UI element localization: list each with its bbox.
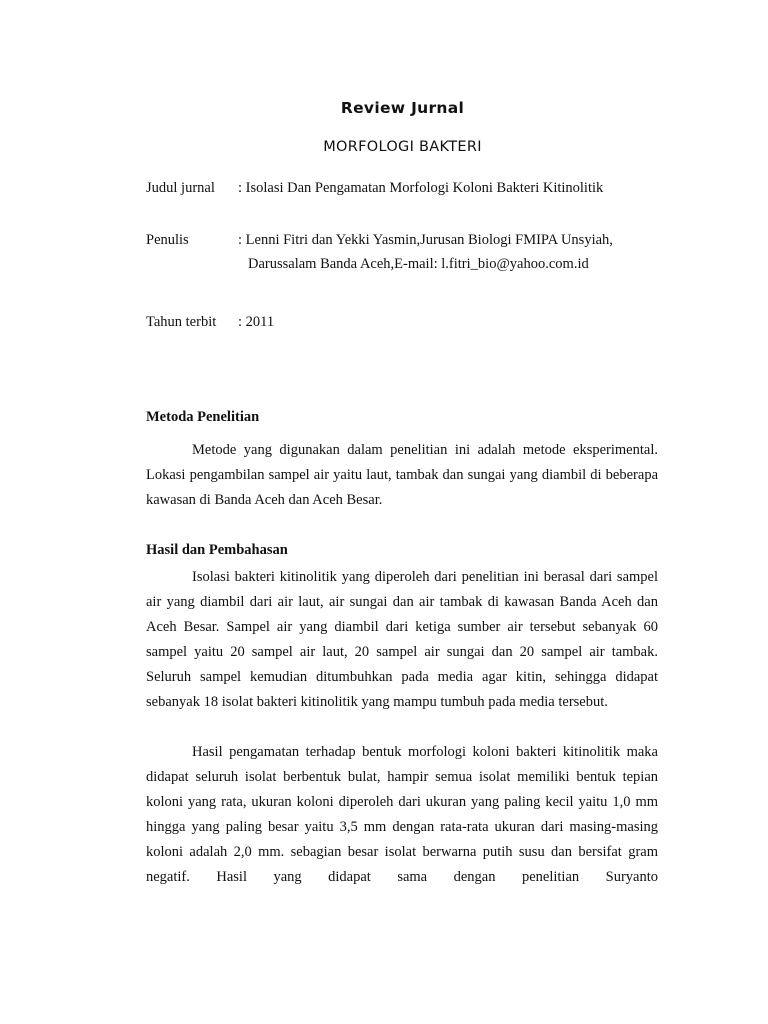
judul-value: : Isolasi Dan Pengamatan Morfologi Koloni Bakteri Kitinolitik (238, 180, 604, 196)
document-title: Review Jurnal (340, 99, 465, 117)
paragraph-hasil-1: Isolasi bakteri kitinolitik yang diperoleh dari penelitian ini berasal dari sampel air yang diambil dari air laut, air sungai dan air tambak di kawasan Banda Aceh dan Aceh Besar. Sampel air yang diambil dari ketiga sumber air tersebut sebanyak 60 sampel yaitu 20 sampel air laut, 20 sampel air sungai dan 20 sampel air tambak. Seluruh sampel kemudian ditumbuhkan pada media agar kitin, sehingga didapat sebanyak 18 isolat bakteri kitinolitik yang mampu tumbuh pada media tersebut. (146, 569, 658, 710)
tahun-label: Tahun terbit (146, 314, 217, 330)
judul-label: Judul jurnal (146, 180, 215, 196)
section-heading-hasil: Hasil dan Pembahasan (146, 542, 288, 558)
paragraph-hasil-2: Hasil pengamatan terhadap bentuk morfologi koloni bakteri kitinolitik maka didapat seluruh isolat berbentuk bulat, hampir semua isolat memiliki bentuk tepian koloni yang rata, ukuran koloni diperoleh dari ukuran yang paling kecil yaitu 1,0 mm hingga yang paling besar yaitu 3,5 mm dengan rata-rata ukuran dari masing-masing koloni adalah 2,0 mm. sebagian besar isolat berwarna putih susu dan bersifat gram negatif. Hasil yang didapat sama dengan penelitian Suryanto (146, 744, 658, 885)
penulis-label: Penulis (146, 232, 189, 248)
tahun-value: : 2011 (238, 314, 275, 330)
section-heading-metoda: Metoda Penelitian (146, 409, 260, 425)
document-subtitle: MORFOLOGI BAKTERI (323, 139, 482, 155)
paragraph-metoda: Metode yang digunakan dalam penelitian ini adalah metode eksperimental. Lokasi pengambilan sampel air yaitu laut, tambak dan sungai yang diambil di beberapa kawasan di Banda Aceh dan Aceh Besar. (146, 442, 658, 508)
penulis-value-line1: : Lenni Fitri dan Yekki Yasmin,Jurusan Biologi FMIPA Unsyiah, (238, 232, 613, 248)
penulis-value-line2: Darussalam Banda Aceh,E-mail: l.fitri_bio@yahoo.com.id (248, 256, 589, 272)
